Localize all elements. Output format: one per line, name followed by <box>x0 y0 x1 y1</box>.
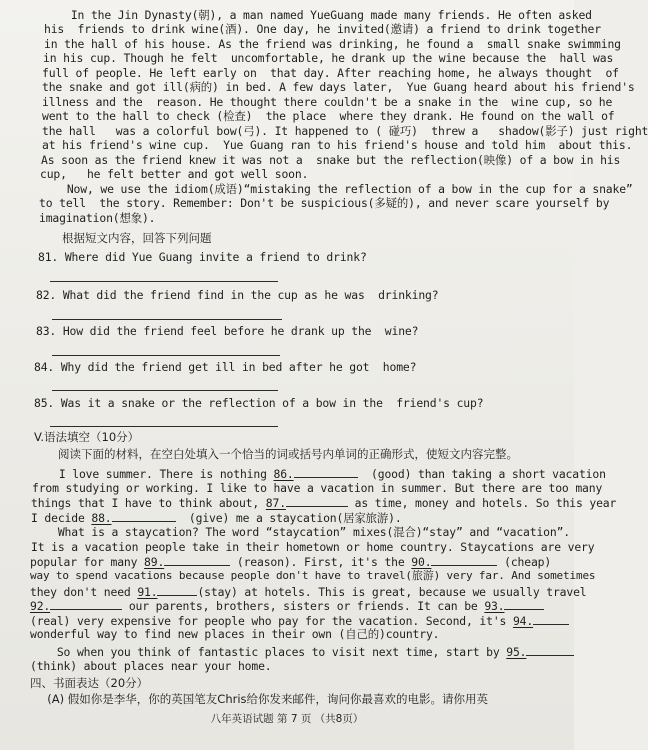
blank-number: 93. <box>484 599 505 613</box>
blank-number: 87. <box>265 496 286 510</box>
blank-number: 89. <box>144 555 165 569</box>
passage-line: in the hall of his house. As the friend was drinking, he found a small snake swimming <box>44 37 621 51</box>
blank-number: 92. <box>30 599 51 613</box>
blank-93[interactable] <box>504 598 544 610</box>
passage-line: illness and the reason. He thought there couldn't be a snake in the wine cup, so he <box>42 95 613 109</box>
blank-94[interactable] <box>533 613 569 625</box>
answer-line-82[interactable] <box>52 319 282 320</box>
blank-number: 95. <box>506 645 527 659</box>
blank-91[interactable] <box>157 584 197 596</box>
cloze-line: I love summer. There is nothing 86. (good) than taking a short vacation <box>32 467 606 481</box>
blank-88[interactable] <box>112 510 176 522</box>
question-82: 82. What did the friend find in the cup as he was drinking? <box>36 288 439 302</box>
writing-prompt: (A) 假如你是李华，你的英国笔友Chris给你发来邮件，询问你最喜欢的电影。请你用英 <box>40 692 489 706</box>
question-81: 81. Where did Yue Guang invite a friend to drink? <box>38 250 367 264</box>
blank-number: 91. <box>137 585 158 599</box>
passage-line: to tell the story. Remember: Don't be suspicious(多疑的), and never scare yourself by <box>39 196 610 210</box>
passage-line: in his cup. Though he felt uncomfortable, he drank up the wine because the hall was <box>43 51 614 65</box>
blank-number: 88. <box>91 511 112 525</box>
passage-line: the snake and got ill(病的) in bed. A few days later, Yue Guang heard about his friend's <box>42 80 635 94</box>
blank-number: 90. <box>411 555 432 569</box>
cloze-line: (think) about places near your home. <box>30 659 272 673</box>
blank-number: 94. <box>512 614 534 628</box>
passage-line: In the Jin Dynasty(朝), a man named YueGuang made many friends. He often asked <box>44 8 592 22</box>
section-instruction: 阅读下面的材料，在空白处填入一个恰当的词或括号内单词的正确形式，使短文内容完整。 <box>58 447 518 461</box>
section-heading: 四、书面表达（20分） <box>30 676 149 690</box>
blank-90[interactable] <box>431 554 497 566</box>
passage-line: went to the hall to check (检查) the place where they drank. He found on the wall of <box>42 109 615 123</box>
blank-number: 86. <box>273 467 294 481</box>
blank-89[interactable] <box>164 554 230 566</box>
blank-92[interactable] <box>50 598 122 610</box>
cloze-line: What is a staycation? The word “staycation” mixes(混合)“stay” and “vacation”. <box>31 525 570 539</box>
section-instruction: 根据短文内容，回答下列问题 <box>62 231 212 245</box>
answer-line-85[interactable] <box>50 426 278 427</box>
answer-line-84[interactable] <box>52 390 278 391</box>
passage-line: full of people. He left early on that day. After reaching home, he always thought of <box>42 66 619 80</box>
answer-line-81[interactable] <box>50 281 278 282</box>
cloze-line: wonderful way to find new places in their own (自己的)country. <box>30 627 440 641</box>
passage-line: Now, we use the idiom(成语)“mistaking the reflection of a bow in the cup for a snake” <box>40 182 633 196</box>
question-83: 83. How did the friend feel before he drank up the wine? <box>36 324 419 338</box>
blank-86[interactable] <box>294 466 358 478</box>
answer-line-83[interactable] <box>52 355 280 356</box>
passage-line: cup, he felt better and got well soon. <box>40 167 309 181</box>
cloze-line: they don't need 91. (stay) at hotels. This is great, because we usually travel <box>30 585 587 599</box>
cloze-line: things that I have to think about, 87. as time, money and hotels. So this year <box>31 496 617 510</box>
blank-87[interactable] <box>286 495 348 507</box>
section-heading: V.语法填空（10分） <box>34 430 140 444</box>
cloze-line: I decide 88. (give) me a staycation(居家旅游). <box>31 511 402 525</box>
cloze-line: way to spend vacations because people don't have to travel(旅游) very far. And sometimes <box>30 569 596 582</box>
passage-line: imagination(想象). <box>39 211 156 225</box>
passage-line: the hall was a colorful bow(弓). It happened to ( 碰巧) threw a shadow(影子) just right <box>42 124 648 138</box>
page-footer: 八年英语试题 第 7 页 （共8页） <box>210 713 364 725</box>
passage-line: at his friend's wine cup. Yue Guang ran to his friend's house and told him about this. <box>42 138 633 152</box>
cloze-line: 92. our parents, brothers, sisters or friends. It can be 93. <box>30 598 574 613</box>
cloze-line: It is a vacation people take in their hometown or home country. Staycations are very <box>31 540 595 554</box>
question-84: 84. Why did the friend get ill in bed after he got home? <box>34 360 417 374</box>
cloze-line: popular for many 89. (reason). First, it's the 90. (cheap) <box>30 555 552 569</box>
cloze-line: from studying or working. I like to have a vacation in summer. But there are too many <box>32 481 603 495</box>
question-85: 85. Was it a snake or the reflection of a bow in the friend's cup? <box>34 396 484 410</box>
passage-line: his friends to drink wine(酒). One day, he invited(邀请) a friend to drink together <box>44 22 601 36</box>
cloze-line: So when you think of fantastic places to visit next time, start by 95. <box>30 644 574 659</box>
passage-line: As soon as the friend knew it was not a snake but the reflection(映像) of a bow in his <box>41 153 621 167</box>
blank-95[interactable] <box>526 644 574 656</box>
cloze-line: (real) very expensive for people who pay for the vacation. Second, it's 94. <box>30 613 574 628</box>
